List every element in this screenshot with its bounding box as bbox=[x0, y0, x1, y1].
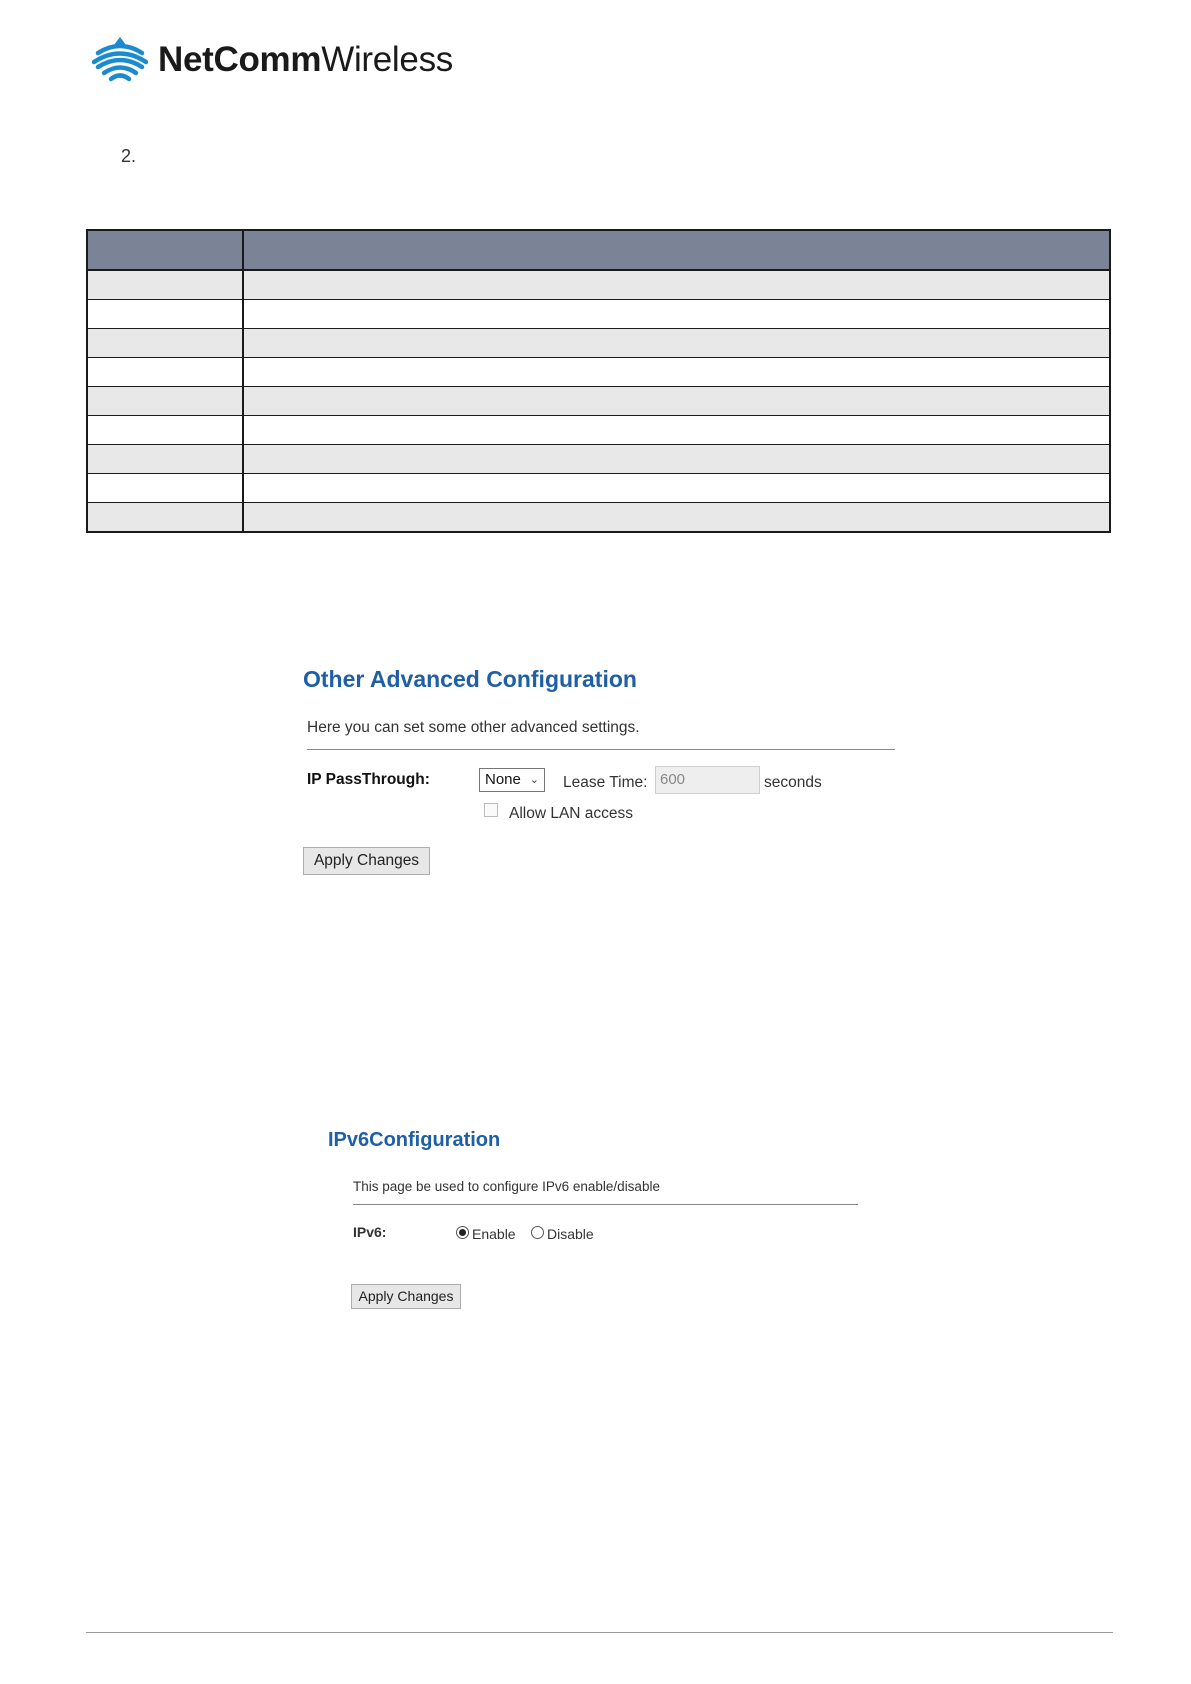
table-cell bbox=[243, 329, 1110, 358]
table-row bbox=[87, 329, 1110, 358]
table-cell bbox=[87, 503, 243, 533]
table-cell bbox=[87, 474, 243, 503]
settings-table bbox=[86, 229, 1111, 533]
table-cell bbox=[243, 503, 1110, 533]
logo-bold: NetComm bbox=[158, 40, 322, 79]
lease-time-input[interactable]: 600 bbox=[655, 766, 760, 794]
table-row bbox=[87, 270, 1110, 300]
table-row bbox=[87, 416, 1110, 445]
table-cell bbox=[243, 270, 1110, 300]
apply-changes-button[interactable]: Apply Changes bbox=[303, 847, 430, 875]
table-cell bbox=[87, 300, 243, 329]
table-cell bbox=[243, 416, 1110, 445]
ip-passthrough-value: None bbox=[485, 771, 521, 788]
list-number: 2. bbox=[121, 146, 137, 166]
ipv6-title: IPv6Configuration bbox=[328, 1129, 501, 1151]
table-row bbox=[87, 358, 1110, 387]
other-advanced-description: Here you can set some other advanced settings. bbox=[307, 719, 640, 736]
footer-divider bbox=[86, 1632, 1113, 1633]
ipv6-apply-changes-button[interactable]: Apply Changes bbox=[351, 1284, 461, 1309]
ipv6-disable-label: Disable bbox=[547, 1226, 594, 1242]
table-cell bbox=[87, 358, 243, 387]
table-row bbox=[87, 387, 1110, 416]
logo-light: Wireless bbox=[321, 40, 453, 79]
netcomm-logo bbox=[92, 34, 453, 86]
table-cell bbox=[243, 445, 1110, 474]
table-header-cell bbox=[87, 230, 243, 270]
table-row bbox=[87, 503, 1110, 533]
ip-passthrough-label: IP PassThrough: bbox=[307, 771, 430, 788]
table-cell bbox=[87, 329, 243, 358]
ipv6-enable-label: Enable bbox=[472, 1226, 516, 1242]
table-cell bbox=[87, 445, 243, 474]
table-cell bbox=[87, 270, 243, 300]
wifi-signal-icon bbox=[92, 35, 148, 85]
lease-time-unit: seconds bbox=[764, 774, 822, 791]
logo-wordmark bbox=[158, 40, 453, 80]
lease-time-label: Lease Time: bbox=[563, 774, 648, 791]
chevron-down-icon: ⌄ bbox=[529, 774, 539, 786]
table-header-cell bbox=[243, 230, 1110, 270]
table-cell bbox=[243, 300, 1110, 329]
ipv6-label: IPv6: bbox=[353, 1224, 387, 1240]
table-cell bbox=[243, 474, 1110, 503]
divider bbox=[307, 749, 895, 750]
divider bbox=[353, 1204, 858, 1205]
table-cell bbox=[243, 387, 1110, 416]
table-row bbox=[87, 474, 1110, 503]
ipv6-disable-radio[interactable] bbox=[531, 1226, 544, 1239]
table-cell bbox=[87, 387, 243, 416]
ip-passthrough-select[interactable] bbox=[479, 768, 545, 792]
table-cell bbox=[243, 358, 1110, 387]
ipv6-enable-radio[interactable] bbox=[456, 1226, 469, 1239]
allow-lan-checkbox[interactable] bbox=[484, 803, 498, 817]
table-cell bbox=[87, 416, 243, 445]
table-header-row bbox=[87, 230, 1110, 270]
table-row bbox=[87, 445, 1110, 474]
table-row bbox=[87, 300, 1110, 329]
other-advanced-title: Other Advanced Configuration bbox=[303, 666, 637, 692]
ipv6-description: This page be used to configure IPv6 enable/disable bbox=[353, 1179, 660, 1194]
allow-lan-label: Allow LAN access bbox=[509, 805, 634, 822]
